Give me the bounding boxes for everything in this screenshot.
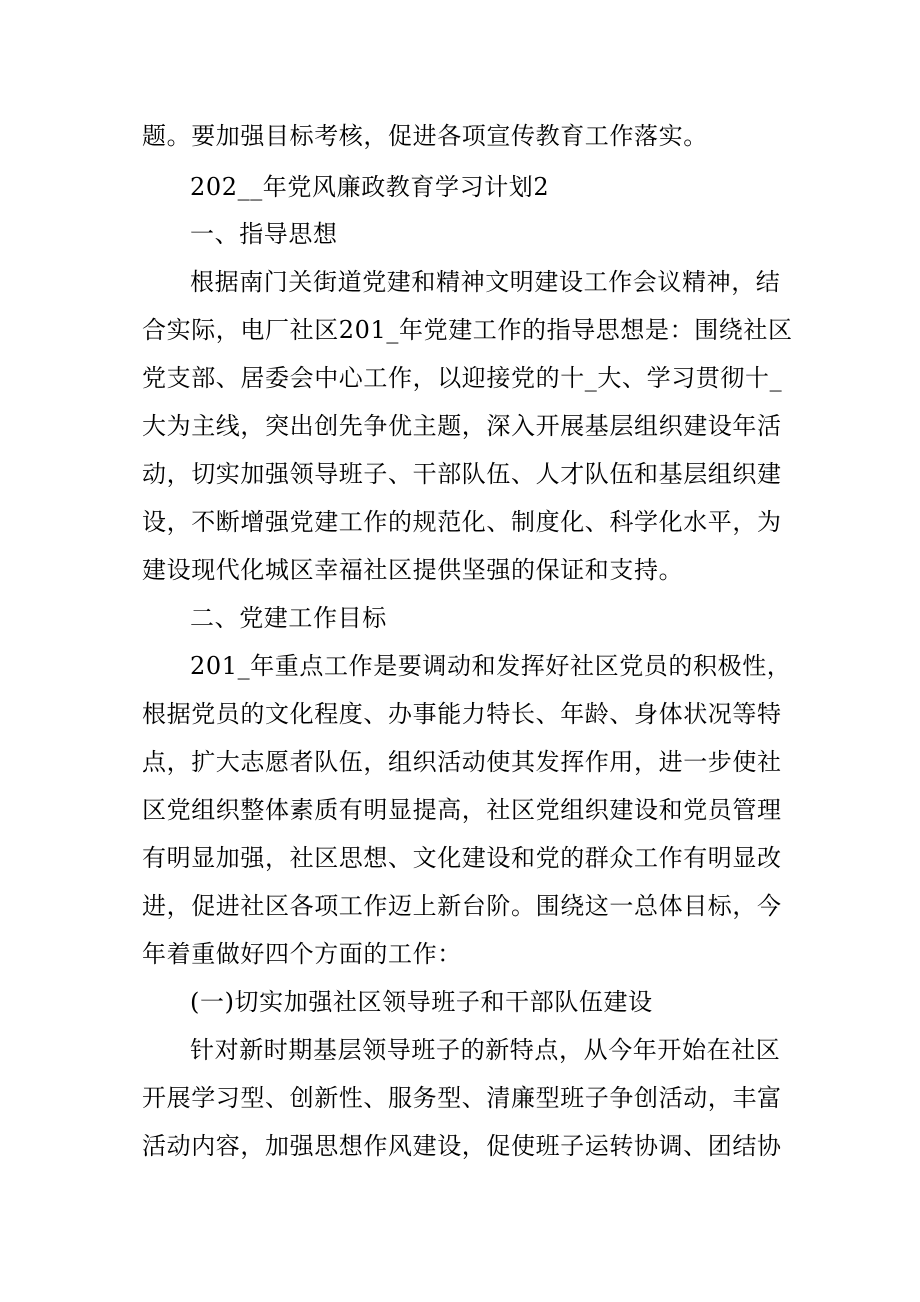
paragraph-line bbox=[0, 690, 920, 738]
line-text: 二、党建工作目标 bbox=[190, 604, 387, 632]
line-text: 党支部、居委会中心工作，以迎接党的十_大、学习贯彻十_ bbox=[142, 364, 783, 392]
line-text: 开展学习型、创新性、服务型、清廉型班子争创活动，丰富 bbox=[142, 1084, 782, 1112]
line-text: 题。要加强目标考核，促进各项宣传教育工作落实。 bbox=[142, 122, 708, 150]
subheading bbox=[0, 978, 920, 1026]
line-text: 动，切实加强领导班子、干部队伍、人才队伍和基层组织建 bbox=[142, 460, 782, 488]
paragraph-line bbox=[0, 546, 920, 594]
line-text: 202__年党风廉政教育学习计划2 bbox=[190, 173, 550, 201]
line-text: 201_年重点工作是要调动和发挥好社区党员的积极性， bbox=[190, 652, 792, 680]
paragraph-line bbox=[0, 258, 920, 306]
section-title bbox=[0, 163, 920, 211]
paragraph-line bbox=[0, 786, 920, 834]
line-text: 设，不断增强党建工作的规范化、制度化、科学化水平，为 bbox=[142, 508, 782, 536]
line-text: (一)切实加强社区领导班子和干部队伍建设 bbox=[190, 988, 653, 1016]
paragraph-line bbox=[0, 930, 920, 978]
line-text: 点，扩大志愿者队伍，组织活动使其发挥作用，进一步使社 bbox=[142, 748, 782, 776]
line-text: 年着重做好四个方面的工作： bbox=[142, 940, 462, 968]
line-text: 活动内容，加强思想作风建设，促使班子运转协调、团结协 bbox=[142, 1132, 782, 1160]
paragraph-line bbox=[0, 1026, 920, 1074]
text-line bbox=[0, 112, 920, 160]
paragraph-line bbox=[0, 450, 920, 498]
heading bbox=[0, 594, 920, 642]
paragraph-line bbox=[0, 1122, 920, 1170]
line-text: 针对新时期基层领导班子的新特点，从今年开始在社区 bbox=[190, 1036, 781, 1064]
paragraph-line bbox=[0, 354, 920, 402]
paragraph-line bbox=[0, 882, 920, 930]
line-text: 大为主线，突出创先争优主题，深入开展基层组织建设年活 bbox=[142, 412, 782, 440]
line-text: 区党组织整体素质有明显提高，社区党组织建设和党员管理 bbox=[142, 796, 782, 824]
line-text: 有明显加强，社区思想、文化建设和党的群众工作有明显改 bbox=[142, 844, 782, 872]
paragraph-line bbox=[0, 642, 920, 690]
line-text: 进，促进社区各项工作迈上新台阶。围绕这一总体目标，今 bbox=[142, 892, 782, 920]
paragraph-line bbox=[0, 738, 920, 786]
line-text: 根据党员的文化程度、办事能力特长、年龄、身体状况等特 bbox=[142, 700, 782, 728]
line-text: 一、指导思想 bbox=[190, 220, 338, 248]
paragraph-line bbox=[0, 402, 920, 450]
line-text: 根据南门关街道党建和精神文明建设工作会议精神，结 bbox=[190, 268, 781, 296]
paragraph-line bbox=[0, 498, 920, 546]
heading bbox=[0, 210, 920, 258]
line-text: 合实际，电厂社区201_年党建工作的指导思想是：围绕社区 bbox=[142, 316, 793, 344]
paragraph-line bbox=[0, 1074, 920, 1122]
line-text: 建设现代化城区幸福社区提供坚强的保证和支持。 bbox=[142, 556, 684, 584]
paragraph-line bbox=[0, 306, 920, 354]
paragraph-line bbox=[0, 834, 920, 882]
